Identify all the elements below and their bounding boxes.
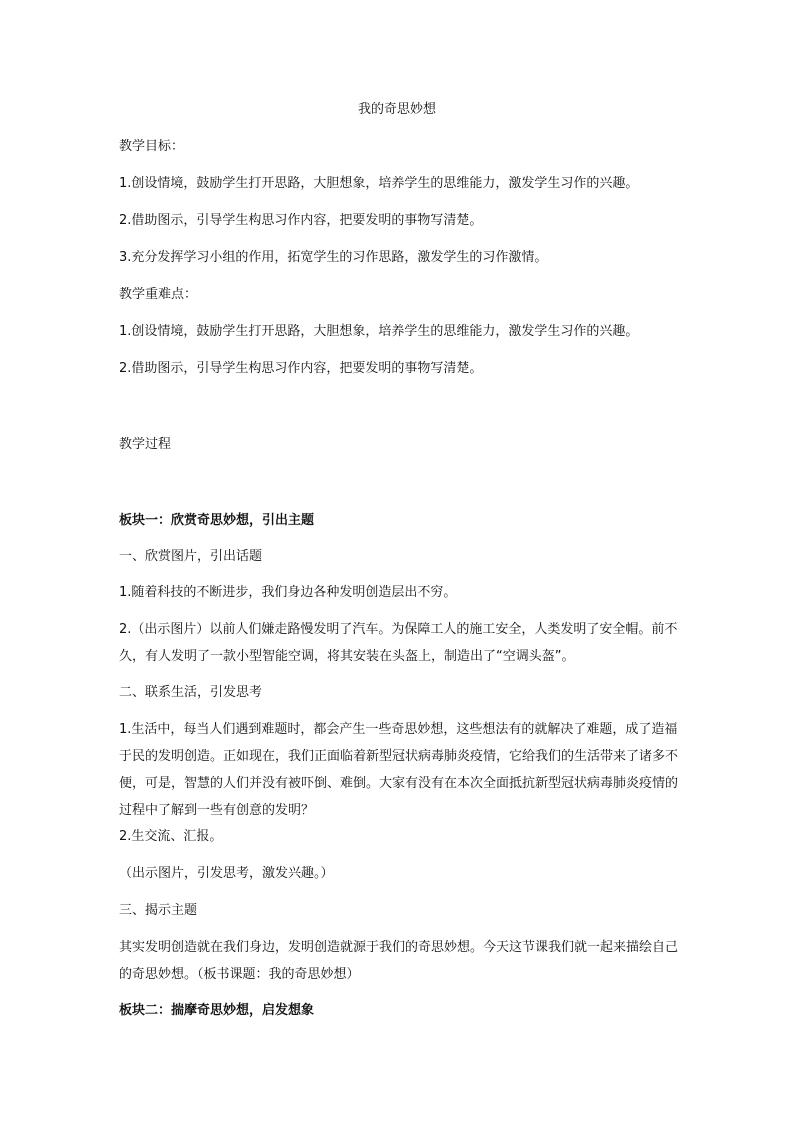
- section-1-para-2: 2.（出示图片）以前人们嫌走路慢发明了汽车。为保障工人的施工安全，人类发明了安全帽。前不久，有人发明了一款小型智能空调，将其安装在头盔上，制造出了“空调头盔”。: [119, 622, 678, 664]
- section-1-para-5: （出示图片，引发思考，激发兴趣。）: [119, 866, 334, 881]
- goal-item-3: 3.充分发挥学习小组的作用，拓宽学生的习作思路，激发学生的习作激情。: [119, 250, 548, 265]
- section-1-para-1: 1.随着科技的不断进步，我们身边各种发明创造层出不穷。: [119, 585, 457, 600]
- section-1-para-4: 2.生交流、汇报。: [119, 829, 223, 844]
- document-title: 我的奇思妙想: [357, 102, 436, 117]
- section-1-sub-2: 二、联系生活，引发思考: [119, 685, 263, 700]
- process-heading: 教学过程: [119, 437, 172, 452]
- key-point-2: 2.借助图示，引导学生构思习作内容，把要发明的事物写清楚。: [119, 361, 483, 376]
- section-2-title: 板块二：揣摩奇思妙想，启发想象: [119, 1003, 315, 1018]
- key-point-1: 1.创设情境，鼓励学生打开思路，大胆想象，培养学生的思维能力，激发学生习作的兴趣。: [119, 324, 639, 339]
- goal-item-2: 2.借助图示，引导学生构思习作内容，把要发明的事物写清楚。: [119, 213, 483, 228]
- key-points-heading: 教学重难点：: [119, 287, 198, 302]
- section-1-title: 板块一：欣赏奇思妙想，引出主题: [119, 513, 315, 528]
- section-1-sub-3: 三、揭示主题: [119, 903, 198, 918]
- section-1-sub-1: 一、欣赏图片，引出话题: [119, 549, 263, 564]
- section-1-para-3: 1.生活中，每当人们遇到难题时，都会产生一些奇思妙想，这些想法有的就解决了难题，成了造福于民的发明创造。正如现在，我们正面临着新型冠状病毒肺炎疫情，它给我们的生活带来了诸多不便，可是，智慧的人们并没有被吓倒、难倒。大家有没有在本次全面抵抗新型冠状病毒肺炎疫情的过程中了解到一些有创意的发明？: [119, 722, 679, 818]
- goal-item-1: 1.创设情境，鼓励学生打开思路，大胆想象，培养学生的思维能力，激发学生习作的兴趣。: [119, 176, 639, 191]
- section-1-para-6: 其实发明创造就在我们身边，发明创造就源于我们的奇思妙想。今天这节课我们就一起来描绘自己的奇思妙想。（板书课题：我的奇思妙想）: [119, 940, 679, 982]
- goals-heading: 教学目标：: [119, 139, 185, 154]
